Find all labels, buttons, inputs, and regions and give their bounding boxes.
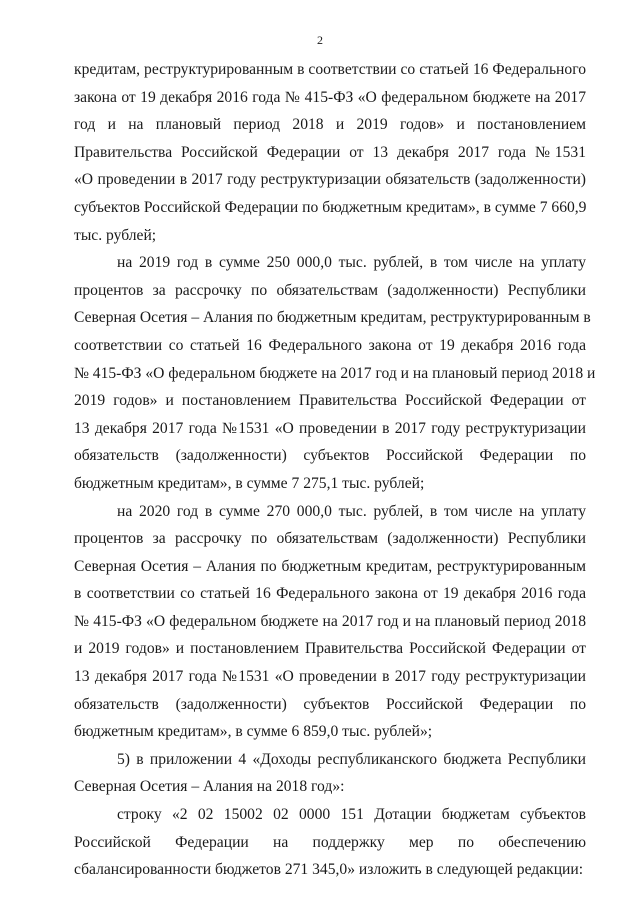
text-line: строку «2 02 15002 02 0000 151 Дотации бюджетам субъектов <box>117 806 586 824</box>
text-line: Северная Осетия – Алания по бюджетным кредитам, реструктурированным <box>74 557 586 575</box>
paragraph <box>74 498 586 746</box>
text-line: 5) в приложении 4 «Доходы республиканского бюджета Республики <box>117 750 586 768</box>
text-line: и 2019 годов» и постановлением Правительства Российской Федерации от <box>74 640 586 658</box>
text-line: процентов за рассрочку по обязательствам (задолженности) Республики <box>74 281 586 299</box>
text-line: № 415-ФЗ «О федеральном бюджете на 2017 год и на плановый период 2018 <box>74 612 586 630</box>
text-line: на 2019 год в сумме 250 000,0 тыс. рублей, в том числе на уплату <box>117 254 586 272</box>
paragraph <box>74 249 596 497</box>
text-line: 2019 годов» и постановлением Правительства Российской Федерации от <box>74 392 586 410</box>
paragraph <box>74 746 586 801</box>
text-line: сбалансированности бюджетов 271 345,0» изложить в следующей редакции: <box>74 861 584 879</box>
text-line: № 415-ФЗ «О федеральном бюджете на 2017 год и на плановый период 2018 и <box>74 364 596 382</box>
text-line: Северная Осетия – Алания по бюджетным кредитам, реструктурированным в <box>74 309 591 327</box>
text-line: 13 декабря 2017 года №1531 «О проведении в 2017 году реструктуризации <box>74 419 586 437</box>
text-line: год и на плановый период 2018 и 2019 годов» и постановлением <box>74 116 586 134</box>
text-line: процентов за рассрочку по обязательствам (задолженности) Республики <box>74 530 586 548</box>
text-line: обязательств (задолженности) субъектов Российской Федерации по <box>74 447 586 465</box>
text-line: кредитам, реструктурированным в соответствии со статьей 16 Федерального <box>74 61 586 78</box>
page-number: 2 <box>317 33 323 47</box>
text-line: 13 декабря 2017 года №1531 «О проведении в 2017 году реструктуризации <box>74 668 586 686</box>
text-line: тыс. рублей; <box>74 226 157 244</box>
text-line: закона от 19 декабря 2016 года № 415-ФЗ «О федеральном бюджете на 2017 <box>74 88 586 106</box>
text-line: соответствии со статьей 16 Федерального закона от 19 декабря 2016 года <box>74 336 586 354</box>
text-line: Российской Федерации на поддержку мер по обеспечению <box>74 833 586 851</box>
text-line: бюджетным кредитам», в сумме 6 859,0 тыс. рублей»; <box>74 723 433 741</box>
text-line: в соответствии со статьей 16 Федерального закона от 19 декабря 2016 года <box>74 585 586 603</box>
paragraph <box>74 56 586 249</box>
text-line: обязательств (задолженности) субъектов Российской Федерации по <box>74 695 586 713</box>
text-line: субъектов Российской Федерации по бюджетным кредитам», в сумме 7 660,9 <box>74 198 587 216</box>
text-line: на 2020 год в сумме 270 000,0 тыс. рублей, в том числе на уплату <box>117 502 586 520</box>
text-line: Северная Осетия – Алания на 2018 год»: <box>74 778 345 796</box>
paragraph <box>74 801 586 884</box>
text-line: бюджетным кредитам», в сумме 7 275,1 тыс. рублей; <box>74 474 425 492</box>
text-line: «О проведении в 2017 году реструктуризации обязательств (задолженности) <box>74 171 586 189</box>
document-body <box>74 56 596 884</box>
text-line: Правительства Российской Федерации от 13 декабря 2017 года №1531 <box>74 143 586 161</box>
